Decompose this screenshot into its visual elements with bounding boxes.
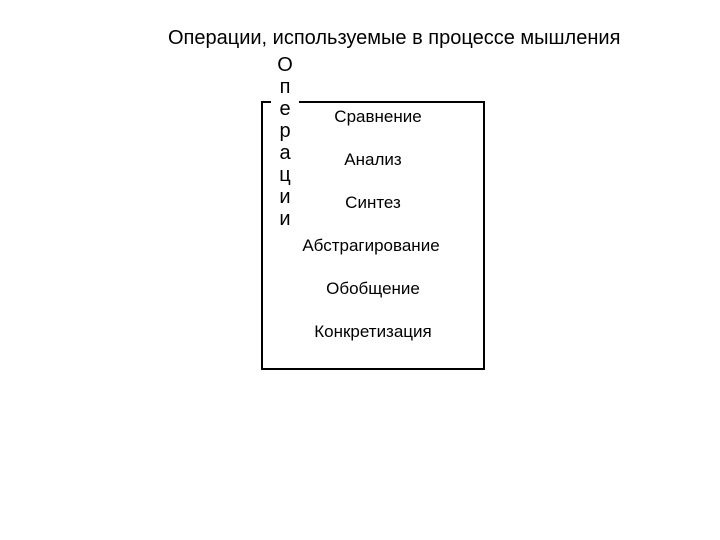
vertical-letter: е [279,98,291,120]
vertical-letter: и [279,208,291,230]
vertical-letter: О [277,54,293,76]
vertical-letter: п [279,76,291,98]
vertical-letter: и [279,186,291,208]
operation-analysis: Анализ [344,150,402,169]
diagram-title: Операции, используемые в процессе мышления [168,27,621,49]
vertical-letter: р [279,120,291,142]
operation-generalization: Обобщение [326,279,420,298]
vertical-letter: ц [279,164,291,186]
vertical-letter: а [279,142,291,164]
operation-abstraction: Абстрагирование [302,236,440,255]
operation-concretization: Конкретизация [314,322,432,341]
operation-synthesis: Синтез [345,193,401,212]
operation-comparison: Сравнение [334,107,422,126]
vertical-label [271,54,299,230]
